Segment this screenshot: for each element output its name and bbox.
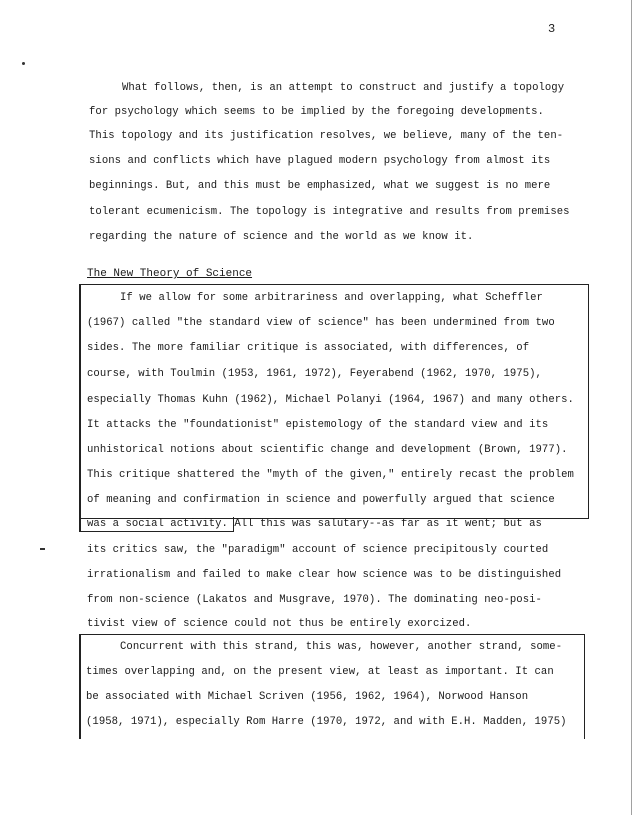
paragraph-2-line: from non-science (Lakatos and Musgrave, 1970). The dominating neo-posi- [87, 594, 542, 606]
paragraph-2-line: If we allow for some arbitrariness and overlapping, what Scheffler [120, 292, 543, 304]
paragraph-2-line: was a social activity. All this was salutary--as far as it went; but as [87, 518, 542, 530]
paragraph-1-line: for psychology which seems to be implied by the foregoing developments. [89, 106, 544, 118]
paragraph-2-line: unhistorical notions about scientific change and development (Brown, 1977). [87, 444, 568, 456]
paragraph-2-line: This critique shattered the "myth of the given," entirely recast the problem [87, 469, 574, 481]
paragraph-3-line: times overlapping and, on the present view, at least as important. It can [86, 666, 554, 678]
paragraph-2-line: It attacks the "foundationist" epistemology of the standard view and its [87, 419, 549, 431]
scan-speck [40, 548, 45, 550]
paragraph-2-line: course, with Toulmin (1953, 1961, 1972), Feyerabend (1962, 1970, 1975), [87, 368, 542, 380]
paragraph-2-line: tivist view of science could not thus be entirely exorcized. [87, 618, 472, 630]
paragraph-1-line: sions and conflicts which have plagued modern psychology from almost its [89, 155, 551, 167]
paragraph-2-line: especially Thomas Kuhn (1962), Michael Polanyi (1964, 1967) and many others. [87, 394, 574, 406]
paragraph-2-line: its critics saw, the "paradigm" account of science precipitously courted [87, 544, 549, 556]
paragraph-1-line: tolerant ecumenicism. The topology is integrative and results from premises [89, 206, 570, 218]
scan-speck [22, 62, 25, 65]
page-number: 3 [548, 22, 556, 36]
paragraph-3-line: be associated with Michael Scriven (1956, 1962, 1964), Norwood Hanson [86, 691, 529, 703]
paragraph-3-line: (1958, 1971), especially Rom Harre (1970, 1972, and with E.H. Madden, 1975) [86, 716, 567, 728]
paragraph-2-line: of meaning and confirmation in science and powerfully argued that science [87, 494, 555, 506]
paragraph-3-line: Concurrent with this strand, this was, however, another strand, some- [120, 641, 563, 653]
paragraph-1-line: What follows, then, is an attempt to construct and justify a topology [122, 82, 565, 94]
paragraph-2-line: irrationalism and failed to make clear how science was to be distinguished [87, 569, 562, 581]
paragraph-1-line: This topology and its justification resolves, we believe, many of the ten- [89, 130, 564, 142]
paragraph-2-line: sides. The more familiar critique is associated, with differences, of [87, 342, 530, 354]
paragraph-2-line: (1967) called "the standard view of science" has been undermined from two [87, 317, 555, 329]
paragraph-1-line: beginnings. But, and this must be emphasized, what we suggest is no mere [89, 180, 551, 192]
paragraph-1-line: regarding the nature of science and the world as we know it. [89, 231, 474, 243]
section-heading: The New Theory of Science [87, 268, 253, 280]
page-edge-line [631, 0, 632, 815]
